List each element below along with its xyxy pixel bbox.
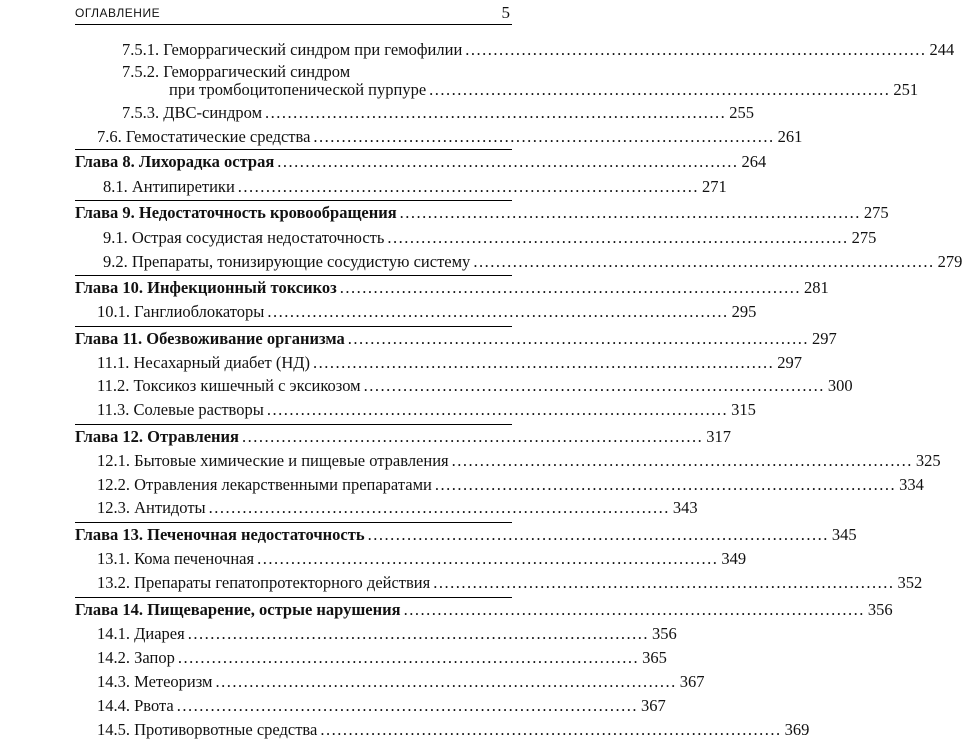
leader-dots: .................................................................................. — [277, 152, 739, 171]
toc-entry[interactable] — [97, 549, 747, 569]
toc-entry[interactable] — [122, 40, 955, 60]
toc-entry-page: 275 — [851, 228, 877, 247]
toc-entry-page: 345 — [831, 525, 857, 544]
leader-dots: .................................................................................. — [347, 329, 810, 348]
toc-entry-page: 281 — [804, 278, 829, 297]
toc-entry[interactable] — [97, 376, 853, 396]
leader-dots: .................................................................................. — [465, 40, 927, 59]
toc-chapter[interactable] — [75, 152, 767, 172]
leader-dots: .................................................................................. — [339, 278, 802, 297]
toc-entry[interactable] — [97, 498, 698, 518]
toc-entry-label: 9.2. Препараты, тонизирующие сосудистую систему — [103, 252, 471, 271]
toc-entry-label: 7.5.1. Геморрагический синдром при гемофилии — [122, 40, 463, 59]
toc-entry-label: 11.3. Солевые растворы — [97, 400, 264, 419]
toc-entry-page: 279 — [937, 252, 962, 271]
toc-entry-label: 13.1. Кома печеночная — [97, 549, 255, 568]
toc-entry-label: 13.2. Препараты гепатопротекторного действия — [97, 573, 431, 592]
toc-entry-page: 297 — [777, 353, 803, 372]
toc-entry-page: 343 — [672, 498, 698, 517]
chapter-divider — [75, 597, 512, 598]
toc-entry-page: 255 — [729, 103, 755, 122]
leader-dots: .................................................................................. — [433, 573, 895, 592]
toc-entry-page: 271 — [702, 177, 727, 196]
toc-entry-page: 325 — [915, 451, 941, 470]
toc-entry-label: 11.1. Несахарный диабет (НД) — [97, 353, 311, 372]
toc-entry[interactable] — [97, 573, 923, 593]
leader-dots: .................................................................................. — [367, 525, 829, 544]
toc-chapter[interactable] — [75, 203, 889, 223]
leader-dots: .................................................................................. — [208, 498, 670, 517]
leader-dots: .................................................................................. — [313, 353, 775, 372]
chapter-divider — [75, 149, 512, 150]
toc-entry-label: 14.5. Противорвотные средства — [97, 720, 318, 739]
toc-entry[interactable] — [97, 720, 810, 740]
toc-entry[interactable] — [97, 451, 941, 471]
running-header — [75, 4, 512, 25]
chapter-divider — [75, 200, 512, 201]
toc-entry-page: 356 — [867, 600, 893, 619]
chapter-title: Глава 9. Недостаточность кровообращения — [75, 203, 397, 222]
toc-entry-label: 9.1. Острая сосудистая недостаточность — [103, 228, 385, 247]
toc-entry-page: 367 — [641, 696, 666, 715]
toc-entry[interactable] — [97, 400, 756, 420]
toc-entry-label: 12.2. Отравления лекарственными препаратами — [97, 475, 432, 494]
toc-entry-label: 8.1. Антипиретики — [103, 177, 235, 196]
toc-entry[interactable] — [97, 624, 677, 644]
leader-dots: .................................................................................. — [257, 549, 719, 568]
toc-chapter[interactable] — [75, 427, 731, 447]
leader-dots: .................................................................................. — [473, 252, 935, 271]
toc-chapter[interactable] — [75, 278, 829, 298]
toc-entry-page: 352 — [897, 573, 923, 592]
leader-dots: .................................................................................. — [187, 624, 649, 643]
toc-entry-label: 12.3. Антидоты — [97, 498, 206, 517]
chapter-title: Глава 12. Отравления — [75, 427, 239, 446]
toc-entry[interactable] — [97, 475, 924, 495]
toc-entry-page: 244 — [929, 40, 955, 59]
chapter-divider — [75, 424, 512, 425]
chapter-title: Глава 8. Лихорадка острая — [75, 152, 275, 171]
chapter-title: Глава 14. Пищеварение, острые нарушения — [75, 600, 401, 619]
toc-entry[interactable] — [103, 228, 877, 248]
toc-entry-page: 297 — [812, 329, 837, 348]
leader-dots: .................................................................................. — [363, 376, 825, 395]
toc-entry-label: при тромбоцитопенической пурпуре — [169, 80, 427, 99]
toc-entry-page: 264 — [741, 152, 767, 171]
leader-dots: .................................................................................. — [313, 127, 775, 146]
toc-entry-label: 10.1. Ганглиоблокаторы — [97, 302, 265, 321]
toc-entry-page: 365 — [642, 648, 667, 667]
leader-dots: .................................................................................. — [399, 203, 861, 222]
toc-entry[interactable] — [97, 353, 803, 373]
toc-chapter[interactable] — [75, 600, 893, 620]
toc-entry-label: 7.5.3. ДВС-синдром — [122, 103, 263, 122]
toc-entry-page: 356 — [651, 624, 677, 643]
toc-entry-label: 14.3. Метеоризм — [97, 672, 213, 691]
toc-entry-page: 369 — [784, 720, 810, 739]
toc-entry-label: 14.4. Рвота — [97, 696, 174, 715]
chapter-title: Глава 13. Печеночная недостаточность — [75, 525, 365, 544]
toc-entry[interactable] — [97, 302, 757, 322]
toc-entry-label: 11.2. Токсикоз кишечный с эксикозом — [97, 376, 361, 395]
chapter-divider — [75, 522, 512, 523]
toc-entry-line1[interactable] — [122, 62, 512, 82]
toc-entry-label: 12.1. Бытовые химические и пищевые отравления — [97, 451, 449, 470]
toc-entry-page: 295 — [731, 302, 757, 321]
toc-entry-label: 14.1. Диарея — [97, 624, 185, 643]
toc-entry-page: 251 — [893, 80, 919, 99]
toc-entry-page: 315 — [731, 400, 756, 419]
toc-entry-page: 367 — [679, 672, 705, 691]
leader-dots: .................................................................................. — [320, 720, 782, 739]
leader-dots: .................................................................................. — [403, 600, 865, 619]
toc-entry[interactable] — [97, 696, 666, 716]
leader-dots: .................................................................................. — [451, 451, 913, 470]
toc-entry[interactable] — [103, 177, 727, 197]
toc-entry-page: 275 — [863, 203, 889, 222]
chapter-divider — [75, 326, 512, 327]
toc-chapter[interactable] — [75, 525, 857, 545]
leader-dots: .................................................................................. — [387, 228, 849, 247]
chapter-title: Глава 11. Обезвоживание организма — [75, 329, 345, 348]
toc-entry-page: 300 — [827, 376, 853, 395]
chapter-title: Глава 10. Инфекционный токсикоз — [75, 278, 337, 297]
leader-dots: .................................................................................. — [434, 475, 897, 494]
running-title: ОГЛАВЛЕНИЕ — [75, 6, 161, 20]
toc-entry-label: 7.6. Гемостатические средства — [97, 127, 311, 146]
toc-entry-page: 261 — [777, 127, 803, 146]
toc-entry[interactable] — [97, 648, 667, 668]
toc-chapter[interactable] — [75, 329, 837, 349]
page-number: 5 — [501, 3, 510, 22]
toc-entry-page: 317 — [706, 427, 731, 446]
leader-dots: .................................................................................. — [176, 696, 638, 715]
chapter-divider — [75, 275, 512, 276]
leader-dots: .................................................................................. — [266, 400, 729, 419]
toc-entry[interactable] — [122, 103, 755, 123]
toc-entry-page: 349 — [721, 549, 747, 568]
leader-dots: .................................................................................. — [265, 103, 727, 122]
leader-dots: .................................................................................. — [267, 302, 729, 321]
leader-dots: .................................................................................. — [237, 177, 700, 196]
toc-entry-line2[interactable] — [169, 80, 919, 100]
toc-entry-label: 14.2. Запор — [97, 648, 175, 667]
toc-entry-label: 7.5.2. Геморрагический синдром — [122, 62, 351, 81]
leader-dots: .................................................................................. — [177, 648, 640, 667]
leader-dots: .................................................................................. — [429, 80, 891, 99]
toc-entry[interactable] — [97, 127, 803, 147]
toc-entry[interactable] — [103, 252, 962, 272]
toc-entry[interactable] — [97, 672, 705, 692]
leader-dots: .................................................................................. — [241, 427, 704, 446]
toc-entry-page: 334 — [899, 475, 924, 494]
leader-dots: .................................................................................. — [215, 672, 677, 691]
